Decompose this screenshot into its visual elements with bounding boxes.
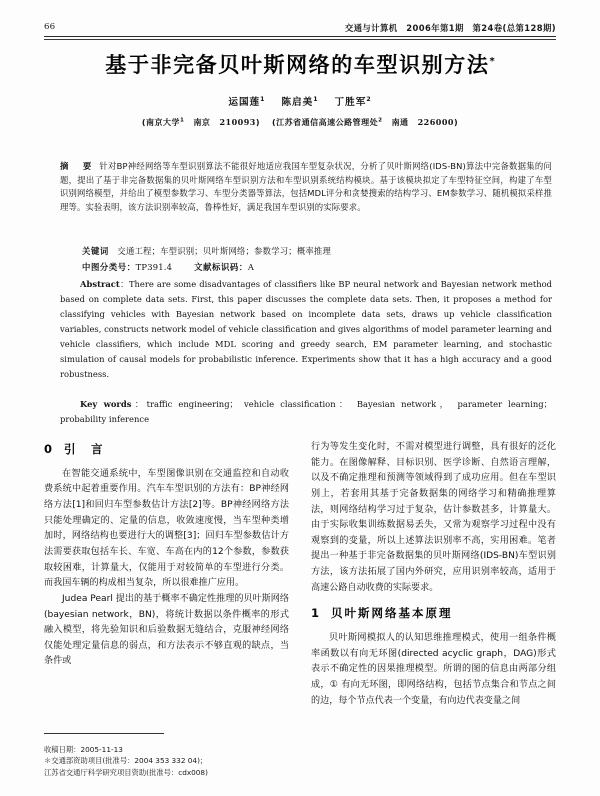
keywords-en-value: traffic engineering； vehicle classification： Bayesian network， parameter learning； probability inference: [60, 399, 553, 424]
abstract-body: 针对BP神经网络等车型识别算法不能很好地适应我国车型复杂状况，分析了贝叶斯网络(IDS-BN)算法中完备数据集的问题，提出了基于非完备数据集的贝叶斯网络车型识别方法和车型识别系统结构模块。基于该模块拟定了车型特征空间，构建了车型识别网络模型，并给出了模型参数学习、车型分类器等算法，包括MDL评分和贪婪搜索的结构学习、EM参数学习、随机模拟采样推理等。实验表明，该方法识别率较高，鲁棒性好，满足我国车型识别的实际要求。: [60, 161, 553, 212]
document-code-label: 文献标识码：: [194, 262, 248, 272]
affiliation-org: 江苏省通信高速公路管理处: [276, 118, 379, 128]
keywords-value: 交通工程；车型识别；贝叶斯网络；参数学习；概率推理: [117, 246, 331, 256]
affiliation-city: 南通: [391, 118, 409, 128]
keywords-en-label: Key words: [80, 399, 132, 409]
keywords-chinese: [82, 245, 552, 257]
document-code-value: A: [247, 262, 255, 272]
abstract-en-body: There are some disadvantages of classifiers like BP neural network and Bayesian network method based on complete data sets. First, this paper discusses the complete data sets. Then, it proposes a method for classifying vehicles with Bayesian network based on incomplete data sets, draws up vehicle classification variables, constructs network model of vehicle classification and gives algorithms of model parameter learning and vehicle classifiers, which include MDL scoring and greedy search, EM parameter learning, and stochastic simulation of causal models for probabilistic inference. Experiments show that it has a high accuracy and a good robustness.: [60, 279, 553, 379]
affiliation-mark: 2: [378, 117, 383, 124]
clc-value: TP391.4: [135, 262, 173, 272]
affiliation-open: (: [141, 118, 147, 128]
body-columns: [44, 440, 556, 724]
running-head: [44, 22, 556, 36]
section-number: 0: [44, 442, 55, 456]
author-affil-mark: 1: [260, 96, 266, 104]
affiliation-open: (: [272, 118, 277, 128]
keywords-english: [60, 397, 552, 427]
author-affil-mark: 1: [313, 96, 319, 104]
journal-info: 交通与计算机 2006年第1期 第24卷(总第128期): [344, 23, 556, 33]
abstract-en-label: Abstract: [80, 279, 120, 289]
paper-title-text: 基于非完备贝叶斯网络的车型识别方法: [105, 53, 490, 77]
page-title: [44, 52, 556, 78]
footnote-funding-1: ＊交通部资助项目(批准号：2004 353 332 04)；: [44, 756, 208, 766]
section-title: 引 言: [64, 442, 105, 456]
author-name: 陈启美: [281, 97, 314, 109]
title-footnote-mark: *: [489, 56, 495, 67]
section-heading-intro: [44, 440, 289, 460]
column-left: [44, 440, 289, 724]
paragraph: 在智能交通系统中，车型图像识别在交通监控和自动收费系统中起着重要作用。汽车车型识别的方法有：BP神经网络方法[1]和回归车型参数估计方法[2]等。BP神经网络方法只能处理确定的、定量的信息，收敛速度慢，当车型种类增加时，网络结构也要进行大的调整[3]；回归车型参数估计方法需要获取包括车长、车宽、车高在内的12个参数，参数获取较困难，计算量大，仅能用于对较简单的车型进行分类。而我国车辆的构成相当复杂，所以很难推广应用。: [44, 468, 289, 589]
author-name: 丁胜军: [334, 97, 367, 109]
header-rule: [44, 36, 556, 37]
affiliation-org: 南京大学: [146, 118, 181, 128]
section-heading-bn-basics: [311, 604, 556, 624]
column-right: [311, 440, 556, 724]
page-number: 66: [44, 22, 56, 32]
keywords-en-separator: ：: [131, 399, 147, 409]
affiliation-close: ): [453, 118, 459, 128]
section-number: 1: [311, 606, 322, 621]
affiliation-list: [44, 117, 556, 128]
affiliation-city: 南京: [193, 118, 211, 128]
affiliation-close: ): [255, 118, 260, 128]
paragraph: 贝叶斯网模拟人的认知思维推理模式，使用一组条件概率函数以有向无环图(directed acyclic graph，DAG)形式表示不确定性的因果推理模型。所谓的图的信息由两部分组成，① 有向无环图，即网络结构，包括节点集合和节点之间的边，每个节点代表一个变量，有向边代表变量之间: [311, 633, 556, 706]
clc-label: 中图分类号：: [82, 262, 136, 272]
author-affil-mark: 2: [366, 96, 372, 104]
paragraph-continued: 行为等发生变化时，不需对模型进行调整，具有很好的泛化能力。在图像解释、目标识别、医学诊断、自然语言理解，以及不确定推理和预测等领域得到了成功应用。但在车型识别上，若套用其基于完备数据集的网络学习和精确推理算法，则网络结构学习过于复杂，估计参数甚多，计算量大。由于实际收集训练数据易丢失，又常为观察学习过程中没有观察到的变量，所以上述算法识别率不高，实用困难。笔者提出一种基于非完备数据集的贝叶斯网络(IDS-BN)车型识别方法，该方法拓展了国内外研究，应用识别率较高，适用于高速公路自动收费的实际要求。: [311, 442, 556, 593]
abstract-en-separator: ：: [119, 279, 129, 289]
footnote-received-date: 收稿日期：2005-11-13: [44, 745, 123, 755]
affiliation-zip: 226000: [417, 117, 454, 128]
abstract-english: [60, 277, 552, 382]
footnote-funding-2: 江苏省交通厅科学研究项目资助(批准号：cdx008): [44, 767, 208, 777]
title-block: [44, 52, 556, 128]
keywords-label: 关键词: [82, 246, 109, 256]
affiliation-zip: 210093: [219, 117, 256, 128]
author-name: 运国莲: [228, 97, 261, 109]
author-list: [44, 94, 556, 108]
header-rule-secondary: [44, 39, 556, 40]
classification-line: [82, 261, 552, 273]
footnote-rule: [44, 733, 164, 734]
paragraph: Judea Pearl 提出的基于概率不确定性推理的贝叶斯网络(bayesian network，BN)，将统计数据以条件概率的形式融入模型，将先验知识和后验数据无缝结合，克服神经网络仅能处理定量信息的弱点，和方法表示不够直观的缺点，当条件或: [44, 593, 289, 667]
affiliation-mark: 1: [180, 117, 185, 124]
footnote-block: [44, 744, 319, 778]
abstract-label: 摘 要: [60, 161, 95, 171]
section-title: 贝叶斯网络基本原理: [331, 606, 453, 621]
abstract-chinese: [60, 160, 552, 214]
